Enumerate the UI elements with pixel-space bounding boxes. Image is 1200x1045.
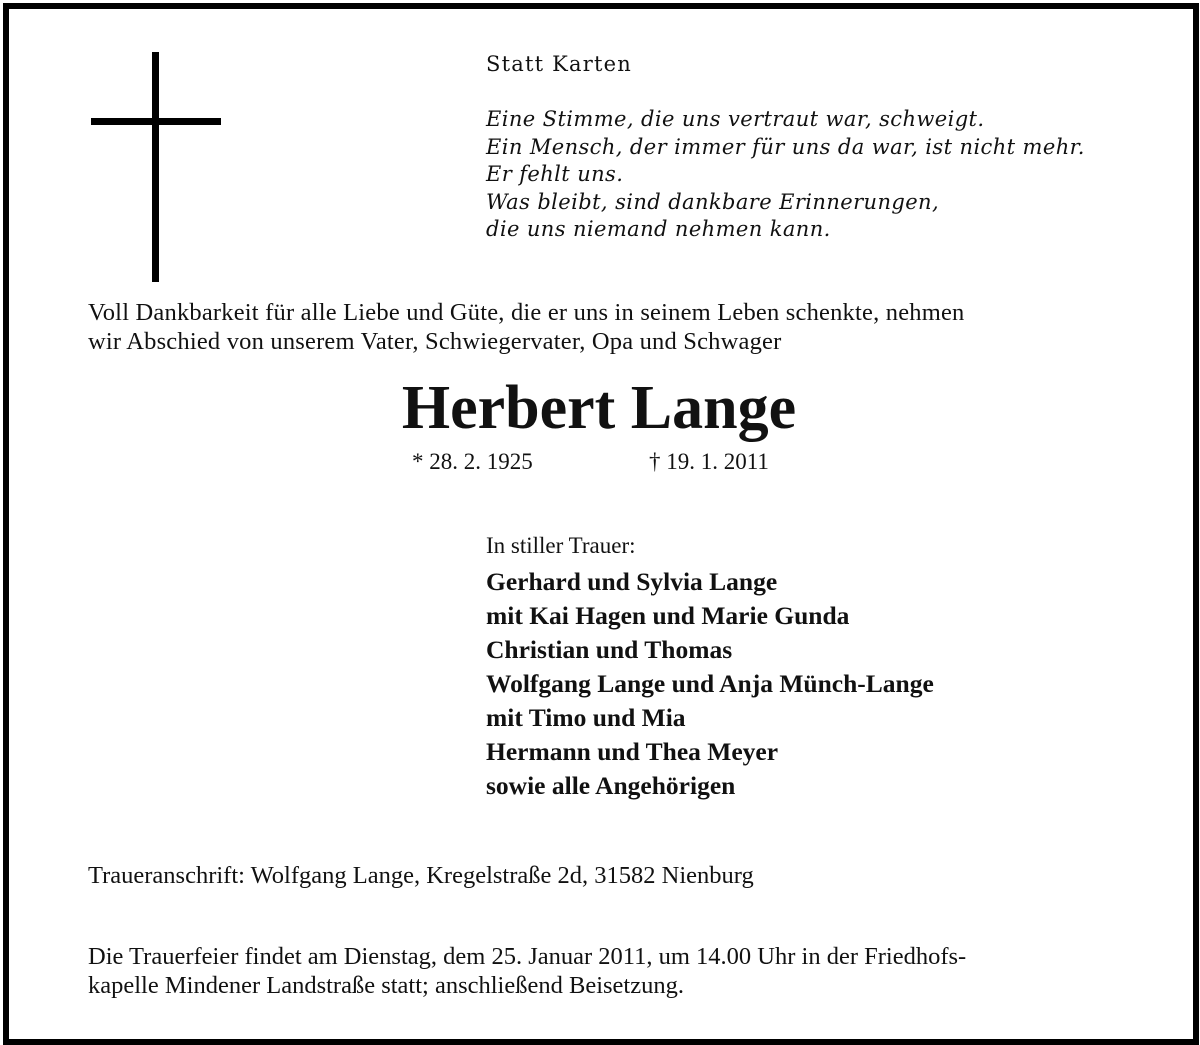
mourner-line: mit Kai Hagen und Marie Gunda	[486, 601, 850, 630]
cross-vertical-bar	[152, 52, 159, 282]
poem-line: die uns niemand nehmen kann.	[486, 217, 831, 241]
mourning-address: Traueranschrift: Wolfgang Lange, Kregelstraße 2d, 31582 Nienburg	[88, 862, 754, 889]
mourner-line: Christian und Thomas	[486, 635, 733, 664]
intro-text	[88, 298, 965, 356]
poem-line: Was bleibt, sind dankbare Erinnerungen,	[486, 189, 940, 214]
mourners-label: In stiller Trauer:	[486, 533, 636, 558]
mourner-line: mit Timo und Mia	[486, 703, 686, 732]
intro-line: Voll Dankbarkeit für alle Liebe und Güte, die er uns in seinem Leben schenkte, nehmen	[88, 299, 965, 326]
mourner-line: Gerhard und Sylvia Lange	[486, 567, 778, 596]
poem	[486, 106, 1085, 244]
cross-horizontal-bar	[91, 118, 221, 125]
poem-line: Ein Mensch, der immer für uns da war, ist nicht mehr.	[486, 134, 1085, 159]
birth-date: * 28. 2. 1925	[412, 449, 533, 474]
funeral-line: kapelle Mindener Landstraße statt; anschließend Beisetzung.	[88, 972, 684, 999]
deceased-name: Herbert Lange	[401, 374, 797, 442]
intro-line: wir Abschied von unserem Vater, Schwiegervater, Opa und Schwager	[88, 328, 782, 355]
funeral-info	[88, 942, 966, 1000]
mourner-line: Hermann und Thea Meyer	[486, 737, 779, 766]
mourner-line: Wolfgang Lange und Anja Münch-Lange	[486, 669, 934, 698]
poem-line: Eine Stimme, die uns vertraut war, schweigt.	[486, 107, 985, 131]
mourner-line: sowie alle Angehörigen	[486, 771, 736, 800]
statt-karten-label: Statt Karten	[486, 52, 632, 76]
poem-line: Er fehlt uns.	[486, 162, 624, 186]
mourners-list	[486, 565, 934, 803]
funeral-line: Die Trauerfeier findet am Dienstag, dem 25. Januar 2011, um 14.00 Uhr in der Friedhofs-	[88, 943, 967, 970]
death-date: † 19. 1. 2011	[649, 449, 769, 474]
